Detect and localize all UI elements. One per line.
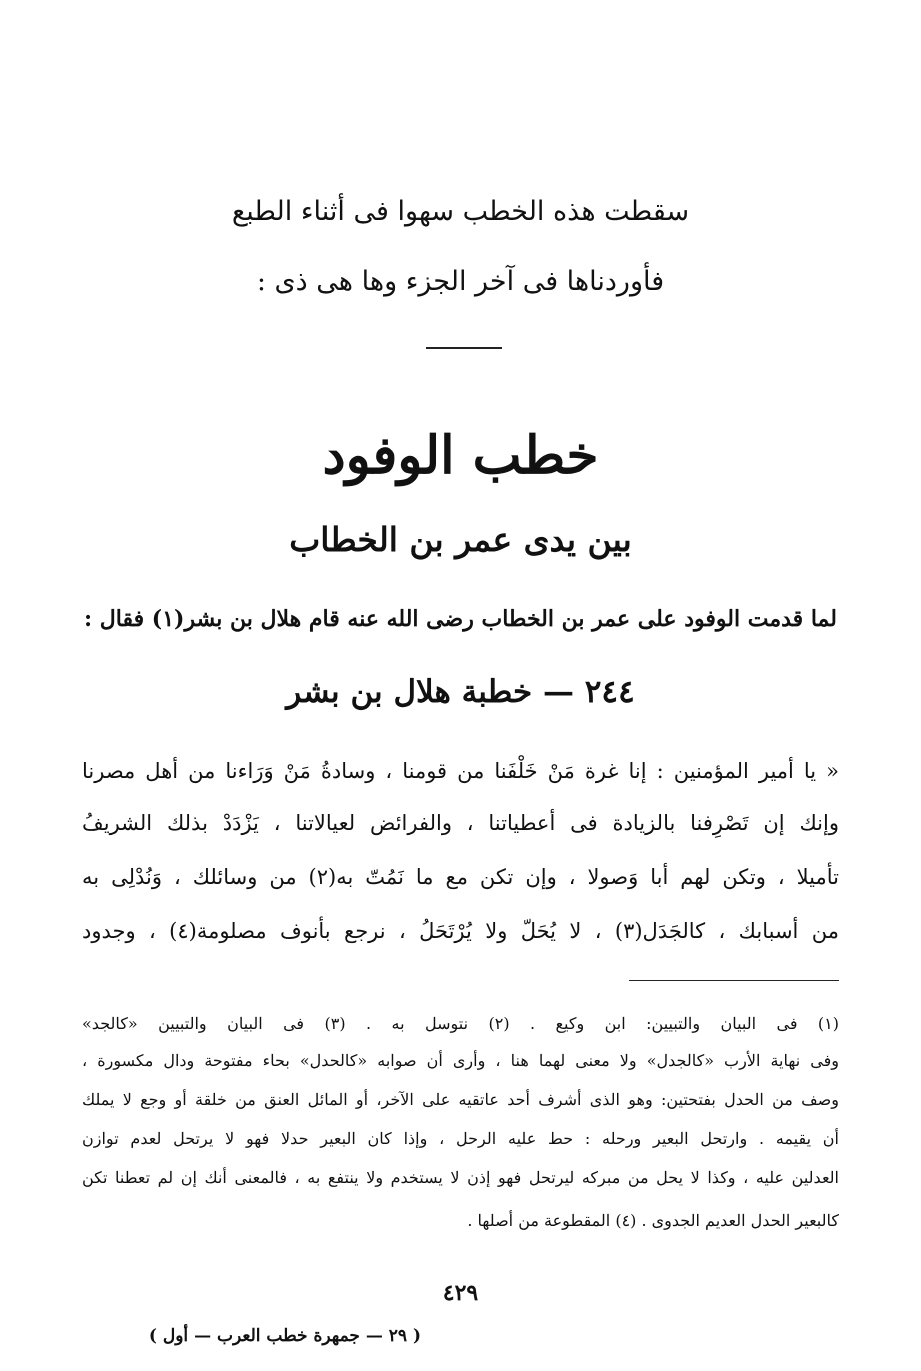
footnote-line: وفى نهاية الأرب «كالجدل» ولا معنى لهما هنا ، وأرى أن صوابه «كالحدل» بحاء مفتوحة ودال مكسورة ،: [82, 1051, 839, 1070]
footnote-divider: [629, 980, 839, 981]
page-number: ٤٢٩: [442, 1280, 479, 1306]
body-line: وإنك إن تَصْرِفنا بالزيادة فى أعطياتنا ، والفرائض لعيالاتنا ، يَزْدَدْ بذلك الشريفُ: [82, 811, 839, 835]
intro-line: لما قدمت الوفود على عمر بن الخطاب رضى الله عنه قام هلال بن بشر(١) فقال :: [84, 606, 837, 632]
footnote-line: وصف من الحدل بفتحتين: وهو الذى أشرف أحد عاتقيه على الآخر، أو المائل العنق من خلقة أو وجع لا يملك: [82, 1090, 839, 1109]
main-title: خطب الوفود: [322, 425, 599, 486]
body-line: تأميلا ، وتكن لهم أبا وَصولا ، وإن تكن مع ما نَمُتّ به(٢) من وسائلك ، وَنُدْلِى به: [82, 865, 839, 889]
footnote-line: العدلين عليه ، وكذا لا يحل من مبركه ليرتحل فهو إذن لا يستخدم ولا ينتفع به ، فالمعنى أنك إن لم تعطنا تكن: [82, 1168, 839, 1187]
notice-line-1: سقطت هذه الخطب سهوا فى أثناء الطبع: [231, 196, 690, 227]
body-line: من أسبابك ، كالجَدَل(٣) ، لا يُحَلّ ولا يُرْتَحَلُ ، نرجع بأنوف مصلومة(٤) ، وجدود: [82, 919, 839, 943]
footnote-line: كالبعير الحدل العديم الجدوى . (٤) المقطوعة من أصلها .: [467, 1211, 839, 1230]
section-divider: [426, 347, 502, 349]
footnote-line: أن يقيمه . وارتحل البعير ورحله : حط عليه الرحل ، وإذا كان البعير حدلا فهو لا يرتحل لعدم توازن: [82, 1129, 839, 1148]
signature-mark: ( ٢٩ — جمهرة خطب العرب — أول ): [148, 1326, 421, 1346]
sub-title: بين يدى عمر بن الخطاب: [289, 520, 632, 559]
speech-heading: ٢٤٤ — خطبة هلال بن بشر: [286, 674, 635, 710]
footnote-line: (١) فى البيان والتبيين: ابن وكيع . (٢) نتوسل به . (٣) فى البيان والتبيين «كالجد»: [82, 1014, 839, 1033]
body-line: « يا أمير المؤمنين : إنا غرة مَنْ خَلْفَنا من قومنا ، وسادةُ مَنْ وَرَاءنا من أهل مصرنا: [82, 759, 839, 783]
notice-line-2: فأوردناها فى آخر الجزء وها هى ذى :: [256, 266, 665, 297]
